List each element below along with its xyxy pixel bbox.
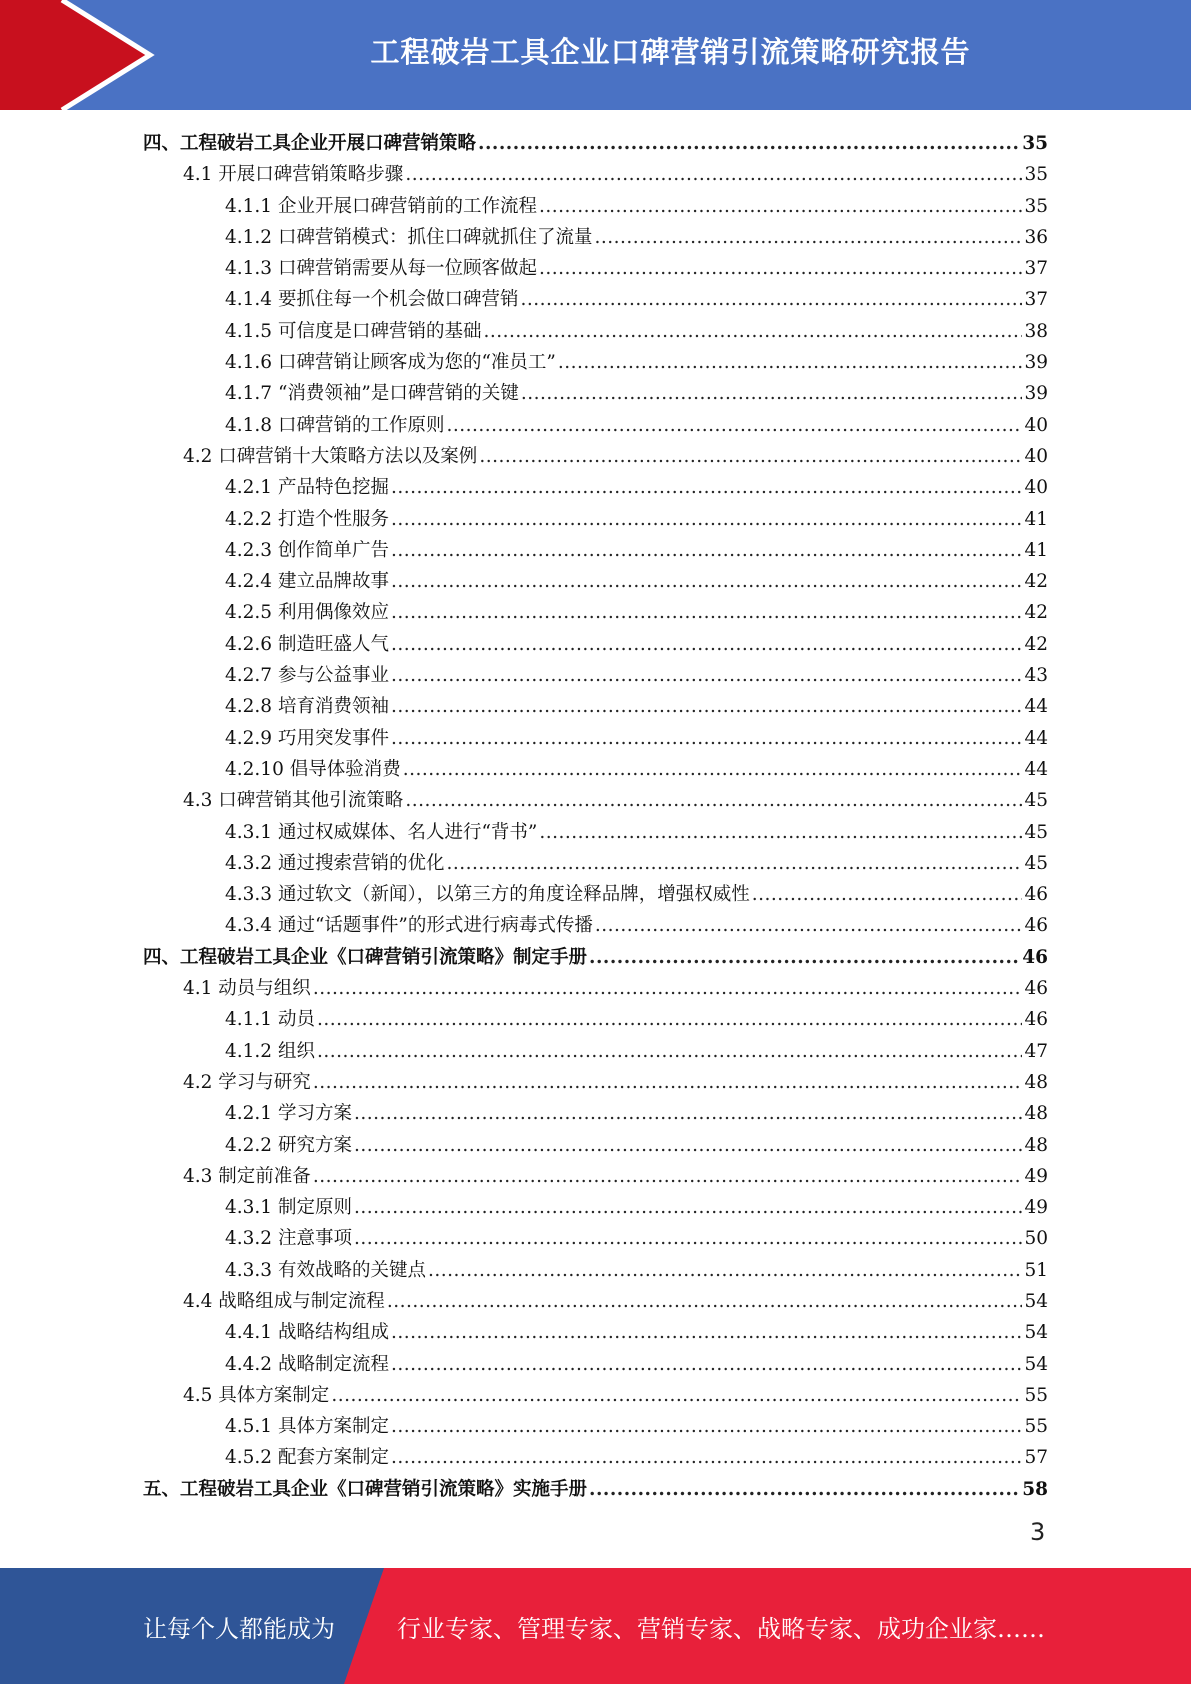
toc-entry-page: 38 <box>1024 320 1048 342</box>
toc-entry[interactable] <box>143 1442 1048 1473</box>
toc-dot-leader <box>313 1161 1023 1192</box>
toc-entry[interactable] <box>143 597 1048 628</box>
toc-dot-leader <box>317 1036 1023 1067</box>
toc-entry-title: 4.2.7 参与公益事业 <box>225 665 389 687</box>
toc-entry-page: 39 <box>1024 383 1048 405</box>
toc-entry[interactable] <box>143 1036 1048 1067</box>
toc-dot-leader <box>354 1098 1023 1129</box>
toc-entry-title: 4.2.4 建立品牌故事 <box>225 571 389 593</box>
toc-dot-leader <box>446 848 1022 879</box>
toc-entry-title: 4.2.9 巧用突发事件 <box>225 727 389 749</box>
toc-dot-leader <box>539 191 1022 222</box>
toc-entry-title: 4.2.5 利用偶像效应 <box>225 602 389 624</box>
toc-entry-title: 4.2.6 制造旺盛人气 <box>225 633 389 655</box>
toc-entry-title: 4.3.4 通过“话题事件”的形式进行病毒式传播 <box>225 915 593 937</box>
toc-entry[interactable] <box>143 1067 1048 1098</box>
toc-entry-title: 4.2.8 培育消费领袖 <box>225 696 389 718</box>
toc-dot-leader <box>446 410 1022 441</box>
toc-entry-title: 4.3.1 制定原则 <box>225 1197 352 1219</box>
toc-entry-page: 42 <box>1024 571 1048 593</box>
toc-dot-leader <box>478 128 1020 159</box>
toc-entry-page: 37 <box>1024 289 1048 311</box>
toc-dot-leader <box>479 441 1022 472</box>
toc-entry-page: 42 <box>1024 602 1048 624</box>
toc-dot-leader <box>354 1223 1023 1254</box>
toc-entry-page: 36 <box>1024 226 1048 248</box>
toc-entry-page: 57 <box>1024 1447 1048 1469</box>
toc-entry-title: 4.1.5 可信度是口碑营销的基础 <box>225 320 482 342</box>
toc-entry[interactable] <box>143 1411 1048 1442</box>
toc-entry[interactable] <box>143 1223 1048 1254</box>
toc-dot-leader <box>354 1130 1023 1161</box>
toc-entry-page: 54 <box>1024 1290 1048 1312</box>
toc-entry-title: 4.3.3 有效战略的关键点 <box>225 1259 426 1281</box>
toc-entry[interactable] <box>143 535 1048 566</box>
toc-entry[interactable] <box>143 566 1048 597</box>
toc-entry[interactable] <box>143 660 1048 691</box>
toc-entry-page: 45 <box>1024 790 1048 812</box>
toc-entry-page: 37 <box>1024 258 1048 280</box>
toc-entry[interactable] <box>143 817 1048 848</box>
toc-dot-leader <box>595 910 1023 941</box>
toc-entry[interactable] <box>143 1317 1048 1348</box>
toc-entry-page: 58 <box>1022 1478 1048 1500</box>
toc-dot-leader <box>317 1004 1023 1035</box>
toc-entry-page: 35 <box>1024 195 1048 217</box>
toc-entry-page: 55 <box>1024 1384 1048 1406</box>
toc-entry-title: 四、工程破岩工具企业《口碑营销引流策略》制定手册 <box>143 946 588 968</box>
toc-entry[interactable] <box>143 1255 1048 1286</box>
toc-entry-page: 45 <box>1024 852 1048 874</box>
toc-entry-title: 4.4 战略组成与制定流程 <box>183 1290 385 1312</box>
toc-entry-page: 40 <box>1024 445 1048 467</box>
toc-entry[interactable] <box>143 128 1048 159</box>
toc-entry[interactable] <box>143 1286 1048 1317</box>
toc-entry-title: 4.1.1 企业开展口碑营销前的工作流程 <box>225 195 537 217</box>
toc-dot-leader <box>313 973 1023 1004</box>
toc-dot-leader <box>354 1192 1023 1223</box>
toc-entry[interactable] <box>143 1349 1048 1380</box>
toc-dot-leader <box>539 817 1022 848</box>
header-chevron-decoration <box>0 0 160 110</box>
toc-dot-leader <box>391 472 1022 503</box>
toc-entry[interactable] <box>143 316 1048 347</box>
toc-dot-leader <box>391 629 1022 660</box>
toc-entry-page: 54 <box>1024 1322 1048 1344</box>
toc-dot-leader <box>391 1317 1022 1348</box>
toc-dot-leader <box>391 691 1022 722</box>
toc-entry-title: 4.3.1 通过权威媒体、名人进行“背书” <box>225 821 538 843</box>
toc-entry-title: 五、工程破岩工具企业《口碑营销引流策略》实施手册 <box>143 1478 588 1500</box>
toc-entry-title: 4.4.2 战略制定流程 <box>225 1353 389 1375</box>
toc-dot-leader <box>391 504 1022 535</box>
toc-entry-page: 49 <box>1024 1197 1048 1219</box>
toc-entry-title: 4.1.4 要抓住每一个机会做口碑营销 <box>225 289 519 311</box>
toc-dot-leader <box>387 1286 1023 1317</box>
toc-entry[interactable] <box>143 159 1048 190</box>
toc-entry-title: 4.1 开展口碑营销策略步骤 <box>183 164 404 186</box>
toc-entry-title: 四、工程破岩工具企业开展口碑营销策略 <box>143 133 477 154</box>
toc-entry-page: 46 <box>1024 1009 1048 1031</box>
toc-entry-title: 4.5 具体方案制定 <box>183 1384 330 1406</box>
toc-entry[interactable] <box>143 879 1048 910</box>
toc-entry-page: 43 <box>1024 665 1048 687</box>
toc-entry-title: 4.3.2 通过搜索营销的优化 <box>225 852 445 874</box>
toc-dot-leader <box>391 723 1022 754</box>
toc-entry-title: 4.2 学习与研究 <box>183 1071 311 1093</box>
toc-entry[interactable] <box>143 1130 1048 1161</box>
toc-dot-leader <box>391 566 1022 597</box>
toc-dot-leader <box>752 879 1023 910</box>
toc-dot-leader <box>589 942 1020 973</box>
toc-entry[interactable] <box>143 504 1048 535</box>
toc-entry-page: 54 <box>1024 1353 1048 1375</box>
toc-entry-page: 55 <box>1024 1416 1048 1438</box>
toc-entry-page: 40 <box>1024 414 1048 436</box>
toc-dot-leader <box>391 1349 1022 1380</box>
toc-entry-page: 47 <box>1024 1040 1048 1062</box>
toc-dot-leader <box>428 1255 1022 1286</box>
toc-dot-leader <box>558 347 1023 378</box>
toc-dot-leader <box>405 785 1022 816</box>
toc-entry-title: 4.5.1 具体方案制定 <box>225 1416 389 1438</box>
header-title: 工程破岩工具企业口碑营销引流策略研究报告 <box>370 34 971 69</box>
toc-entry-page: 46 <box>1024 978 1048 1000</box>
toc-entry-title: 4.3 口碑营销其他引流策略 <box>183 790 404 812</box>
toc-dot-leader <box>483 316 1022 347</box>
toc-dot-leader <box>391 660 1022 691</box>
toc-entry-title: 4.1 动员与组织 <box>183 978 311 1000</box>
toc-entry-page: 48 <box>1024 1134 1048 1156</box>
toc-entry-page: 46 <box>1022 946 1048 968</box>
toc-entry-title: 4.1.2 组织 <box>225 1040 315 1062</box>
toc-entry[interactable] <box>143 629 1048 660</box>
toc-entry[interactable] <box>143 191 1048 222</box>
footer-slogan-left: 让每个人都能成为 <box>143 1614 335 1643</box>
toc-entry-page: 35 <box>1022 133 1048 154</box>
toc-entry[interactable] <box>143 942 1048 973</box>
toc-entry-title: 4.2.3 创作简单广告 <box>225 539 389 561</box>
toc-entry-page: 40 <box>1024 477 1048 499</box>
toc-entry-title: 4.3.3 通过软文（新闻），以第三方的角度诠释品牌，增强权威性 <box>225 884 750 906</box>
toc-entry[interactable] <box>143 1098 1048 1129</box>
toc-dot-leader <box>331 1380 1022 1411</box>
toc-dot-leader <box>313 1067 1023 1098</box>
toc-entry[interactable] <box>143 472 1048 503</box>
toc-entry-title: 4.1.1 动员 <box>225 1009 315 1031</box>
page-footer <box>0 1568 1191 1684</box>
toc-entry-page: 44 <box>1024 727 1048 749</box>
toc-dot-leader <box>391 597 1022 628</box>
toc-entry[interactable] <box>143 1161 1048 1192</box>
toc-entry[interactable] <box>143 347 1048 378</box>
toc-entry-title: 4.2.1 学习方案 <box>225 1103 352 1125</box>
toc-entry-page: 45 <box>1024 821 1048 843</box>
toc-entry[interactable] <box>143 848 1048 879</box>
toc-entry[interactable] <box>143 378 1048 409</box>
toc-entry[interactable] <box>143 691 1048 722</box>
toc-entry[interactable] <box>143 1474 1048 1505</box>
toc-entry[interactable] <box>143 754 1048 785</box>
toc-dot-leader <box>391 1442 1022 1473</box>
toc-dot-leader <box>589 1474 1020 1505</box>
footer-slogan-right: 行业专家、管理专家、营销专家、战略专家、成功企业家…… <box>397 1614 1045 1643</box>
toc-entry-title: 4.2.2 打造个性服务 <box>225 508 389 530</box>
toc-entry-title: 4.1.3 口碑营销需要从每一位顾客做起 <box>225 258 537 280</box>
toc-entry[interactable] <box>143 723 1048 754</box>
toc-dot-leader <box>391 535 1022 566</box>
toc-entry-page: 46 <box>1024 915 1048 937</box>
page-number: 3 <box>1030 1518 1046 1546</box>
toc-entry[interactable] <box>143 1004 1048 1035</box>
toc-entry-page: 48 <box>1024 1071 1048 1093</box>
toc-entry-title: 4.1.6 口碑营销让顾客成为您的“准员工” <box>225 352 556 374</box>
toc-entry-page: 51 <box>1024 1259 1048 1281</box>
toc-entry-title: 4.1.7 “消费领袖”是口碑营销的关键 <box>225 383 519 405</box>
toc-entry-title: 4.2.2 研究方案 <box>225 1134 352 1156</box>
toc-entry-title: 4.2.10 倡导体验消费 <box>225 758 401 780</box>
toc-entry-page: 35 <box>1024 164 1048 186</box>
toc-dot-leader <box>521 378 1023 409</box>
toc-dot-leader <box>405 159 1022 190</box>
toc-entry-page: 44 <box>1024 758 1048 780</box>
toc-entry-page: 39 <box>1024 352 1048 374</box>
toc-entry-page: 42 <box>1024 633 1048 655</box>
toc-entry[interactable] <box>143 1380 1048 1411</box>
toc-entry-page: 49 <box>1024 1165 1048 1187</box>
toc-entry-title: 4.1.2 口碑营销模式：抓住口碑就抓住了流量 <box>225 226 593 248</box>
toc-entry[interactable] <box>143 284 1048 315</box>
toc-dot-leader <box>539 253 1022 284</box>
toc-dot-leader <box>403 754 1023 785</box>
toc-entry[interactable] <box>143 222 1048 253</box>
toc-entry[interactable] <box>143 910 1048 941</box>
toc-entry[interactable] <box>143 1192 1048 1223</box>
toc-entry-page: 44 <box>1024 696 1048 718</box>
toc-entry-page: 46 <box>1024 884 1048 906</box>
toc-entry[interactable] <box>143 973 1048 1004</box>
toc-entry[interactable] <box>143 410 1048 441</box>
toc-entry-page: 41 <box>1024 539 1048 561</box>
toc-dot-leader <box>594 222 1022 253</box>
toc-entry[interactable] <box>143 253 1048 284</box>
toc-entry-title: 4.3.2 注意事项 <box>225 1228 352 1250</box>
table-of-contents <box>143 128 1048 1505</box>
toc-entry-page: 41 <box>1024 508 1048 530</box>
toc-entry[interactable] <box>143 785 1048 816</box>
toc-entry-title: 4.5.2 配套方案制定 <box>225 1447 389 1469</box>
toc-entry[interactable] <box>143 441 1048 472</box>
toc-entry-title: 4.2 口碑营销十大策略方法以及案例 <box>183 445 478 467</box>
toc-entry-title: 4.3 制定前准备 <box>183 1165 311 1187</box>
toc-entry-page: 48 <box>1024 1103 1048 1125</box>
toc-entry-title: 4.1.8 口碑营销的工作原则 <box>225 414 445 436</box>
toc-dot-leader <box>520 284 1022 315</box>
toc-entry-page: 50 <box>1024 1228 1048 1250</box>
page-header <box>0 0 1191 110</box>
toc-entry-title: 4.4.1 战略结构组成 <box>225 1322 389 1344</box>
toc-entry-title: 4.2.1 产品特色挖掘 <box>225 477 389 499</box>
toc-dot-leader <box>391 1411 1022 1442</box>
